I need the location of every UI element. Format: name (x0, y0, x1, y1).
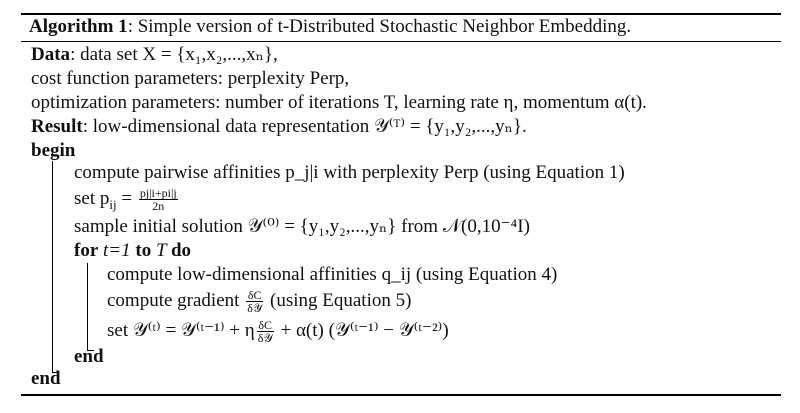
end-inner-keyword: end (74, 346, 104, 367)
gradient-fraction: $\frac{\delta C}{\text{δ𝒴}}$ (247, 288, 263, 316)
step-set-pij: set $p_{ij}$ = $\frac{pj|i+pi|j}{2n}$ (74, 186, 177, 214)
data-line (31, 43, 278, 67)
inner-compute-gradient: compute gradient $\frac{\delta C}{\text{δ𝒴}}$ (using Equation 5) (107, 288, 412, 316)
inner-compute-low-dim: compute low-dimensional affinities q_ij (using Equation 4) (107, 264, 558, 285)
inner-block-bar (87, 263, 88, 351)
result-text: : low-dimensional data representation 𝒴⁽ᵀ⁾ = {y₁,y₂,...,yₙ}. (82, 116, 527, 137)
step-compute-affinities: compute pairwise affinities p_j|i with perplexity Perp (using Equation 1) (74, 162, 625, 183)
optimization-line: optimization parameters: number of iterations T, learning rate η, momentum α(t). (31, 92, 647, 113)
outer-block-bar (52, 161, 53, 373)
algorithm-title: : Simple version of t-Distributed Stochastic Neighbor Embedding. (127, 16, 632, 37)
data-text: : data set X = {x₁,x₂,...,xₙ}, (70, 44, 278, 65)
for-loop-header: for t=1 to T do (74, 240, 192, 261)
inner-update-rule: set 𝒴⁽ᵗ⁾ = 𝒴⁽ᵗ⁻¹⁾ + η $\frac{\delta C}{\text{δ𝒴}}$ + α(t) (𝒴⁽ᵗ⁻¹⁾ − 𝒴⁽ᵗ⁻²⁾) (107, 318, 449, 346)
update-fraction: $\frac{\delta C}{\text{δ𝒴}}$ (257, 318, 273, 346)
algorithm-label: Algorithm 1 (29, 16, 128, 37)
pij-fraction: $\frac{pj|i+pi|j}{2n}$ (139, 186, 177, 214)
cost-line: cost function parameters: perplexity Perp, (31, 68, 350, 89)
bottom-rule (21, 394, 781, 396)
data-keyword: Data (31, 44, 71, 65)
algorithm-box (21, 13, 781, 396)
algorithm-caption (29, 15, 631, 39)
end-outer-keyword: end (31, 368, 61, 389)
begin-keyword: begin (31, 140, 76, 161)
result-line (31, 115, 527, 139)
step-sample-initial: sample initial solution 𝒴⁽⁰⁾ = {y₁,y₂,...,yₙ} from 𝒩(0,10⁻⁴I) (74, 216, 530, 237)
result-keyword: Result (31, 116, 83, 137)
